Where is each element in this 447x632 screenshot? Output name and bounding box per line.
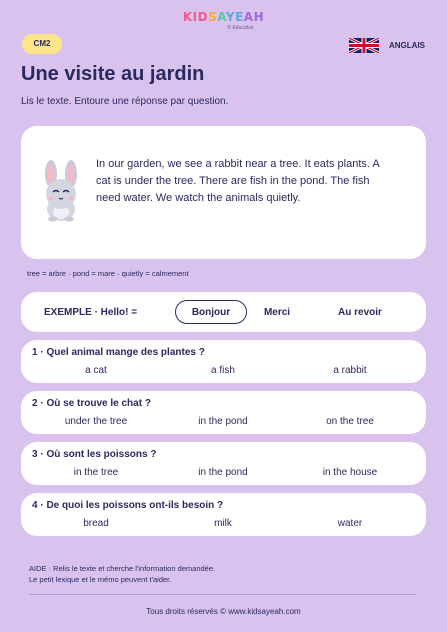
help-line: AIDE · Relis le texte et cherche l'information demandée.: [29, 564, 216, 573]
answer-option[interactable]: a cat: [85, 365, 107, 376]
rabbit-icon: [39, 160, 83, 222]
answer-option[interactable]: in the pond: [198, 467, 248, 478]
logo-part: S: [208, 10, 218, 24]
level-badge: CM2: [22, 34, 62, 54]
footer-divider: [29, 594, 416, 595]
answer-option[interactable]: in the house: [322, 467, 378, 478]
page-title: Une visite au jardin: [21, 63, 205, 85]
answer-option[interactable]: a rabbit: [333, 365, 367, 376]
story-text: In our garden, we see a rabbit near a tree. It eats plants. A cat is under the tree. There are fish in the pond. The fish need water. We watch the animals quietly.: [96, 158, 380, 204]
lexique: tree = arbre · pond = mare · quietly = calmement: [27, 269, 189, 278]
instruction-text: Lis le texte. Entoure une réponse par question.: [21, 96, 229, 107]
question-text: 1 · Quel animal mange des plantes ?: [32, 347, 205, 358]
example-option[interactable]: Au revoir: [338, 307, 382, 318]
example-label: EXEMPLE · Hello! =: [44, 307, 138, 318]
story-card: [21, 126, 426, 259]
logo-part: A: [217, 10, 226, 24]
logo-part: YE: [225, 10, 244, 24]
question-card: [21, 493, 426, 536]
language-label: ANGLAIS: [389, 41, 425, 50]
example-option[interactable]: Bonjour: [191, 307, 231, 318]
answer-option[interactable]: water: [337, 518, 363, 529]
help-line: Le petit lexique et le mémo peuvent t'aider.: [29, 575, 172, 584]
help-note: [29, 563, 215, 585]
question-card: [21, 340, 426, 383]
answer-option[interactable]: milk: [214, 518, 232, 529]
answer-option[interactable]: bread: [83, 518, 109, 529]
question-card: [21, 442, 426, 485]
answer-option[interactable]: in the pond: [198, 416, 248, 427]
answer-option[interactable]: in the tree: [73, 467, 119, 478]
answer-option[interactable]: a fish: [211, 365, 235, 376]
answer-option[interactable]: on the tree: [326, 416, 374, 427]
footer-copyright: Tous droits réservés © www.kidsayeah.com: [146, 607, 301, 616]
example-option[interactable]: Merci: [263, 307, 291, 318]
question-text: 3 · Où sont les poissons ?: [32, 449, 157, 460]
logo-part: AH: [243, 10, 265, 24]
example-card: [21, 292, 426, 332]
brand-logo: [0, 8, 447, 31]
uk-flag-icon: [349, 38, 379, 53]
question-text: 2 · Où se trouve le chat ?: [32, 398, 151, 409]
question-text: 4 · De quoi les poissons ont-ils besoin ?: [32, 500, 224, 511]
answer-option[interactable]: under the tree: [64, 416, 128, 427]
logo-subtitle: ® Educafun: [227, 25, 254, 31]
question-card: [21, 391, 426, 434]
logo-part: KID: [182, 10, 209, 24]
